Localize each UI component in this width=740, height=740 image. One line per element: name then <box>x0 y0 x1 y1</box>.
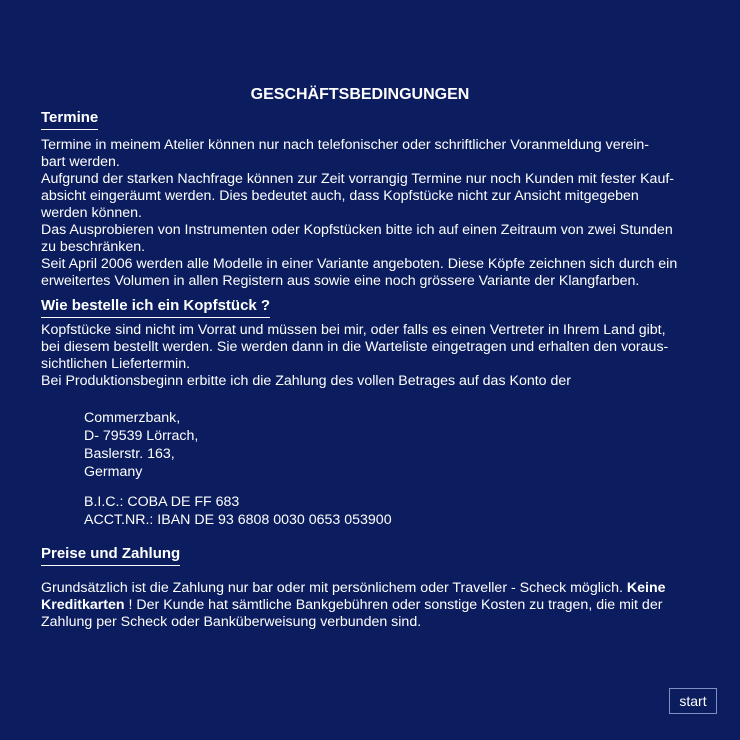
text-line: zu beschränken. <box>41 239 146 255</box>
section-heading-termine: Termine <box>41 109 98 130</box>
text-line: Das Ausprobieren von Instrumenten oder Kopfstücken bitte ich auf einen Zeitraum von zwei Stunden <box>41 222 673 238</box>
text-line: Bei Produktionsbeginn erbitte ich die Zahlung des vollen Betrages auf das Konto der <box>41 373 572 389</box>
text-line <box>41 580 686 597</box>
section-heading-bestellen: Wie bestelle ich ein Kopfstück ? <box>41 297 270 318</box>
bestellen-paragraph <box>41 322 686 390</box>
text-line: Termine in meinem Atelier können nur nach telefonischer oder schriftlicher Voranmeldung verein- <box>41 137 650 153</box>
address-line: D- 79539 Lörrach, <box>84 428 199 444</box>
text-line: Zahlung per Scheck oder Banküberweisung verbunden sind. <box>41 614 422 630</box>
section-heading-preise: Preise und Zahlung <box>41 545 180 566</box>
text-line: erweitertes Volumen in allen Registern aus sowie eine noch grössere Variante der Klangfarben. <box>41 273 640 289</box>
address-line: Commerzbank, <box>84 410 181 426</box>
text-line <box>41 597 686 614</box>
text-line: Seit April 2006 werden alle Modelle in einer Variante angeboten. Diese Köpfe zeichnen sich durch ein <box>41 256 678 272</box>
text-line: sichtlichen Liefertermin. <box>41 356 191 372</box>
termine-paragraph <box>41 137 686 290</box>
text-line: bei diesem bestellt werden. Sie werden dann in die Warteliste eingetragen und erhalten den voraus- <box>41 339 669 355</box>
text-segment: ! Der Kunde hat sämtliche Bankgebühren oder sonstige Kosten zu tragen, die mit der <box>124 597 663 613</box>
text-segment: Grundsätzlich ist die Zahlung nur bar oder mit persönlichem oder Traveller - Scheck möglich. <box>41 580 627 596</box>
iban-line: ACCT.NR.: IBAN DE 93 6808 0030 0653 053900 <box>84 512 392 528</box>
text-bold: Keine <box>626 580 666 596</box>
text-line: Aufgrund der starken Nachfrage können zur Zeit vorrangig Termine nur noch Kunden mit fester Kauf- <box>41 171 674 187</box>
start-button[interactable]: start <box>669 688 717 714</box>
page-title: GESCHÄFTSBEDINGUNGEN <box>250 86 470 103</box>
text-bold: Kreditkarten <box>41 597 125 613</box>
bank-address <box>84 409 198 481</box>
text-line: absicht eingeräumt werden. Dies bedeutet auch, dass Kopfstücke nicht zur Ansicht mitgegeben <box>41 188 639 204</box>
text-line: bart werden. <box>41 154 120 170</box>
address-line: Baslerstr. 163, <box>84 446 175 462</box>
text-line: werden können. <box>41 205 142 221</box>
bic-line: B.I.C.: COBA DE FF 683 <box>84 494 240 510</box>
preise-paragraph <box>41 580 686 631</box>
bank-details <box>84 493 392 529</box>
address-line: Germany <box>84 464 143 480</box>
text-line: Kopfstücke sind nicht im Vorrat und müssen bei mir, oder falls es einen Vertreter in Ihrem Land gibt, <box>41 322 666 338</box>
